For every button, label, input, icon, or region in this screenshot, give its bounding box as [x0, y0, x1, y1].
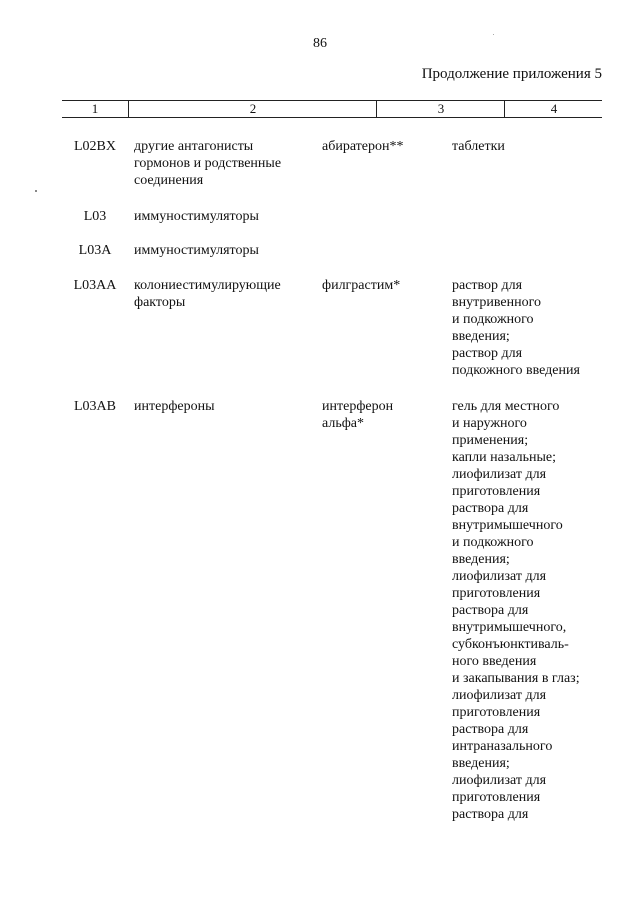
column-number-4: 4: [504, 101, 603, 117]
scan-mark: [35, 190, 37, 192]
dosage-form-line: раствора для: [452, 501, 529, 516]
dosage-form-line: раствора для: [452, 722, 529, 737]
dosage-form-line: введения;: [452, 329, 510, 344]
group-name-line: гормонов и родственные: [134, 156, 282, 171]
drug-name-line: абиратерон**: [322, 139, 404, 154]
dosage-form-line: лиофилизат для: [452, 569, 547, 584]
dosage-form-line: приготовления: [452, 586, 541, 601]
dosage-form-line: раствор для: [452, 278, 523, 293]
dosage-form-line: внутримышечного,: [452, 620, 567, 635]
group-name-line: соединения: [134, 173, 204, 188]
dosage-form-line: приготовления: [452, 790, 541, 805]
group-name-line: колониестимулирующие: [134, 278, 281, 293]
drug-name-line: интерферон: [322, 399, 394, 414]
drug-name-cell: [322, 277, 442, 294]
page-number: 86: [313, 36, 327, 51]
dosage-form-line: внутривенного: [452, 295, 542, 310]
dosage-form-line: лиофилизат для: [452, 773, 547, 788]
dosage-form-line: раствора для: [452, 603, 529, 618]
dosage-form-line: и подкожного: [452, 535, 534, 550]
dosage-form-line: приготовления: [452, 484, 541, 499]
drug-name-line: филграстим*: [322, 278, 401, 293]
group-name-line: другие антагонисты: [134, 139, 254, 154]
dosage-form-line: интраназального: [452, 739, 553, 754]
scan-mark: [493, 34, 494, 35]
dosage-form-cell: [452, 398, 602, 823]
group-name-cell: [134, 242, 370, 259]
group-name-line: интерфероны: [134, 399, 215, 414]
dosage-form-line: раствор для: [452, 346, 523, 361]
dosage-form-cell: [452, 277, 602, 379]
dosage-form-line: введения;: [452, 756, 510, 771]
atc-code: L03AA: [73, 278, 117, 293]
drug-name-cell: [322, 398, 442, 432]
dosage-form-line: лиофилизат для: [452, 467, 547, 482]
dosage-form-line: капли назальные;: [452, 450, 557, 465]
dosage-form-line: приготовления: [452, 705, 541, 720]
group-name-line: факторы: [134, 295, 186, 310]
atc-code: L03A: [78, 243, 112, 258]
dosage-form-line: и подкожного: [452, 312, 534, 327]
dosage-form-line: гель для местного: [452, 399, 560, 414]
dosage-form-line: внутримышечного: [452, 518, 563, 533]
column-number-2: 2: [128, 101, 377, 117]
group-name-line: иммуностимуляторы: [134, 209, 259, 224]
dosage-form-line: таблетки: [452, 139, 505, 154]
dosage-form-cell: [452, 138, 602, 155]
dosage-form-line: введения;: [452, 552, 510, 567]
drug-name-line: альфа*: [322, 416, 364, 431]
atc-code: L03AB: [74, 399, 116, 414]
dosage-form-line: и наружного: [452, 416, 527, 431]
dosage-form-line: и закапывания в глаз;: [452, 671, 580, 686]
dosage-form-line: подкожного введения: [452, 363, 580, 378]
dosage-form-line: ного введения: [452, 654, 537, 669]
group-name-line: иммуностимуляторы: [134, 243, 259, 258]
group-name-cell: [134, 208, 370, 225]
dosage-form-line: субконъюнктиваль-: [452, 637, 569, 652]
atc-code: L03: [83, 209, 107, 224]
dosage-form-line: применения;: [452, 433, 529, 448]
atc-code: L02BX: [74, 139, 116, 154]
dosage-form-line: лиофилизат для: [452, 688, 547, 703]
table-header: [62, 100, 602, 118]
column-number-3: 3: [376, 101, 505, 117]
drug-name-cell: [322, 138, 442, 155]
appendix-continuation-note: Продолжение приложения 5: [421, 66, 602, 82]
dosage-form-line: раствора для: [452, 807, 529, 822]
column-number-1: 1: [91, 101, 99, 116]
